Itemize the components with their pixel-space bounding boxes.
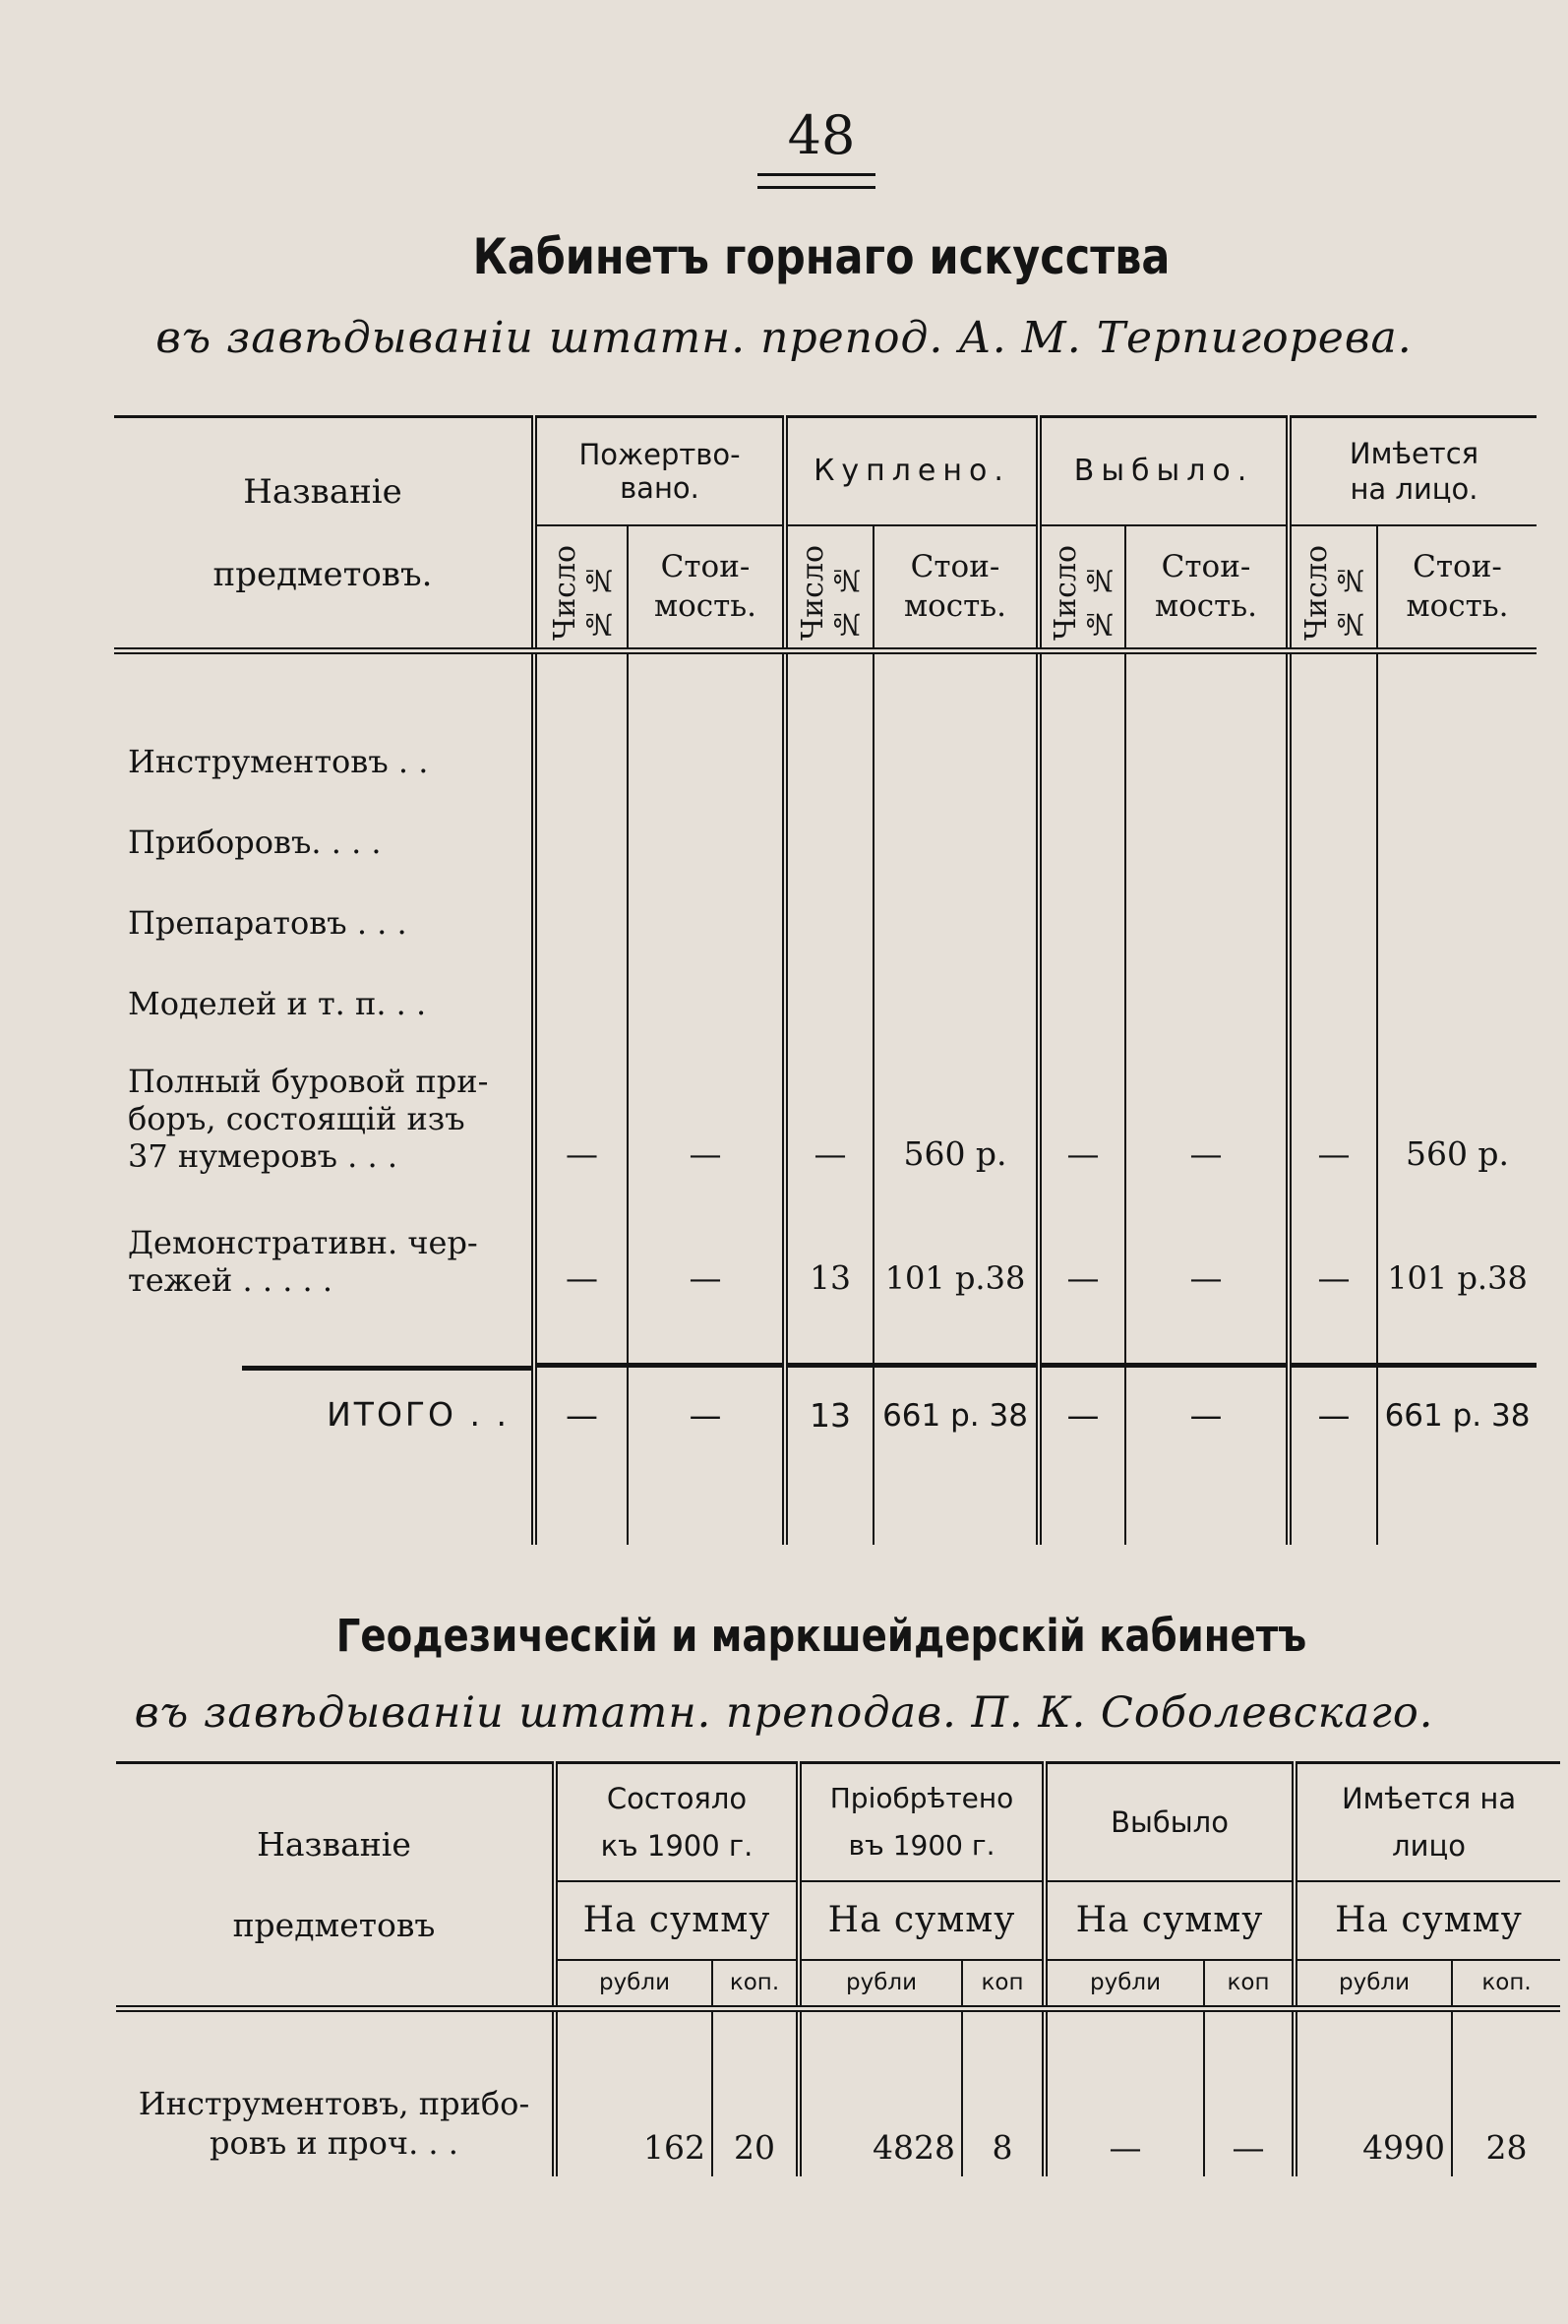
sum-header: На сумму — [799, 1881, 1045, 1960]
total-cell: — — [1289, 1366, 1377, 1464]
cell — [1377, 789, 1537, 870]
cell — [628, 950, 785, 1031]
total-cell: — — [1125, 1366, 1289, 1464]
total-cell: 661 р. 38 — [874, 1366, 1039, 1464]
section2-title: Геодезическій и маркшейдерскій кабинетъ — [335, 1610, 1307, 1662]
section1-name-header — [114, 417, 534, 651]
cell — [628, 651, 785, 789]
name-header-line2: предметовъ. — [212, 554, 433, 594]
section1-table — [114, 415, 1537, 1545]
section2-subtitle: въ завѣдываніи штатн. преподав. П. К. Соболевскаго. — [134, 1688, 1434, 1738]
sum-header: На сумму — [555, 1881, 799, 1960]
total-cell: 13 — [785, 1366, 874, 1464]
cell — [1125, 870, 1289, 950]
cell — [1039, 789, 1125, 870]
count-header — [785, 525, 874, 651]
cell: 20 — [712, 2009, 799, 2176]
count-header-text: Число № № — [796, 545, 864, 642]
cell: 13 — [785, 1183, 874, 1307]
sum-header: На сумму — [1045, 1881, 1295, 1960]
cell: — — [785, 1031, 874, 1183]
cell — [534, 870, 628, 950]
cell — [874, 870, 1039, 950]
cell — [1289, 870, 1377, 950]
cell: — — [1204, 2009, 1295, 2176]
cell: — — [628, 1183, 785, 1307]
cell: 4990 — [1295, 2009, 1452, 2176]
cell — [1039, 870, 1125, 950]
cell — [1289, 950, 1377, 1031]
cell: — — [1039, 1031, 1125, 1183]
total-label-text: ИТОГО . . — [327, 1395, 510, 1434]
table-row — [114, 1183, 1537, 1307]
row-label: Полный буровой при- боръ, состоящій изъ 37 нумеровъ . . . — [114, 1031, 534, 1183]
cell: — — [534, 1031, 628, 1183]
row-label: Демонстративн. чер- тежей . . . . . — [114, 1183, 534, 1307]
name-header-line2: предметовъ — [232, 1905, 436, 1944]
cell — [534, 651, 628, 789]
cell — [1125, 789, 1289, 870]
total-cell: — — [1039, 1366, 1125, 1464]
cell: 560 р. — [874, 1031, 1039, 1183]
cell: 162 — [555, 2009, 712, 2176]
section2-group-1900: Состояло къ 1900 г. — [555, 1763, 799, 1881]
table-row — [114, 1031, 1537, 1183]
cost-header: Стои- мость. — [1377, 525, 1537, 651]
cell: 101 р.38 — [1377, 1183, 1537, 1307]
count-header — [1289, 525, 1377, 651]
cell — [785, 789, 874, 870]
section1-group-bought: Куплено. — [785, 417, 1039, 525]
cell: — — [1125, 1183, 1289, 1307]
section2-group-acquired: Пріобрѣтено въ 1900 г. — [799, 1763, 1045, 1881]
row-label: Инструментовъ . . — [114, 651, 534, 789]
cell: 4828 — [799, 2009, 962, 2176]
cell — [1125, 651, 1289, 789]
cell: 101 р.38 — [874, 1183, 1039, 1307]
cell — [1289, 651, 1377, 789]
count-header — [1039, 525, 1125, 651]
rubles-header: рубли — [799, 1960, 962, 2009]
cell: — — [1289, 1183, 1377, 1307]
table-tail-row — [114, 1464, 1537, 1545]
cost-header: Стои- мость. — [628, 525, 785, 651]
cell: — — [1039, 1183, 1125, 1307]
table-row — [114, 651, 1537, 789]
section1-group-available: Имѣется на лицо. — [1289, 417, 1537, 525]
table-row — [114, 789, 1537, 870]
count-header-text: Число № № — [1299, 545, 1367, 642]
section2-group-available: Имѣется на лицо — [1295, 1763, 1560, 1881]
total-label — [114, 1366, 534, 1464]
cell — [1377, 870, 1537, 950]
cell — [628, 789, 785, 870]
cell — [874, 651, 1039, 789]
section1-title: Кабинетъ горнаго искусства — [472, 228, 1171, 285]
table-row — [116, 2009, 1560, 2176]
kopecks-header: коп. — [1452, 1960, 1560, 2009]
cell — [1039, 651, 1125, 789]
total-cell: — — [628, 1366, 785, 1464]
cell — [628, 870, 785, 950]
kopecks-header: коп — [1204, 1960, 1295, 2009]
section2-name-header — [116, 1763, 555, 2009]
sum-header: На сумму — [1295, 1881, 1560, 1960]
cell — [1039, 950, 1125, 1031]
row-label: Инструментовъ, прибо- ровъ и проч. . . — [116, 2009, 555, 2176]
section2-group-retired: Выбыло — [1045, 1763, 1295, 1881]
kopecks-header: коп — [962, 1960, 1045, 2009]
table-row — [114, 950, 1537, 1031]
cell — [534, 789, 628, 870]
section2-table — [116, 1761, 1560, 2176]
cell: — — [628, 1031, 785, 1183]
cell — [785, 950, 874, 1031]
cell — [785, 870, 874, 950]
total-rule — [242, 1366, 531, 1371]
cell: — — [1289, 1031, 1377, 1183]
cell — [1125, 950, 1289, 1031]
cell: 8 — [962, 2009, 1045, 2176]
cell: — — [1045, 2009, 1204, 2176]
table-row — [114, 870, 1537, 950]
count-header-text: Число № № — [1049, 545, 1116, 642]
name-header-line1: Названіе — [257, 1824, 411, 1864]
cost-header: Стои- мость. — [874, 525, 1039, 651]
cell — [534, 950, 628, 1031]
total-cell: — — [534, 1366, 628, 1464]
cell: — — [1125, 1031, 1289, 1183]
kopecks-header: коп. — [712, 1960, 799, 2009]
page-number-rule — [757, 173, 875, 189]
cell — [785, 651, 874, 789]
cell: — — [534, 1183, 628, 1307]
page-number: 48 — [787, 104, 856, 166]
count-header-text: Число № № — [547, 545, 616, 642]
table-spacer-row — [114, 1307, 1537, 1366]
cost-header: Стои- мость. — [1125, 525, 1289, 651]
cell: 28 — [1452, 2009, 1560, 2176]
total-row — [114, 1366, 1537, 1464]
count-header — [534, 525, 628, 651]
rubles-header: рубли — [1295, 1960, 1452, 2009]
section1-subtitle: въ завѣдываніи штатн. препод. А. М. Терпигорева. — [155, 313, 1413, 363]
cell — [874, 950, 1039, 1031]
total-cell: 661 р. 38 — [1377, 1366, 1537, 1464]
rubles-header: рубли — [1045, 1960, 1204, 2009]
cell — [1377, 950, 1537, 1031]
row-label: Моделей и т. п. . . — [114, 950, 534, 1031]
cell: 560 р. — [1377, 1031, 1537, 1183]
row-label: Препаратовъ . . . — [114, 870, 534, 950]
rubles-header: рубли — [555, 1960, 712, 2009]
row-label: Приборовъ. . . . — [114, 789, 534, 870]
section1-group-donated: Пожертво- вано. — [534, 417, 785, 525]
cell — [1289, 789, 1377, 870]
section1-group-retired: Выбыло. — [1039, 417, 1289, 525]
cell — [874, 789, 1039, 870]
name-header-line1: Названіе — [243, 471, 402, 512]
cell — [1377, 651, 1537, 789]
